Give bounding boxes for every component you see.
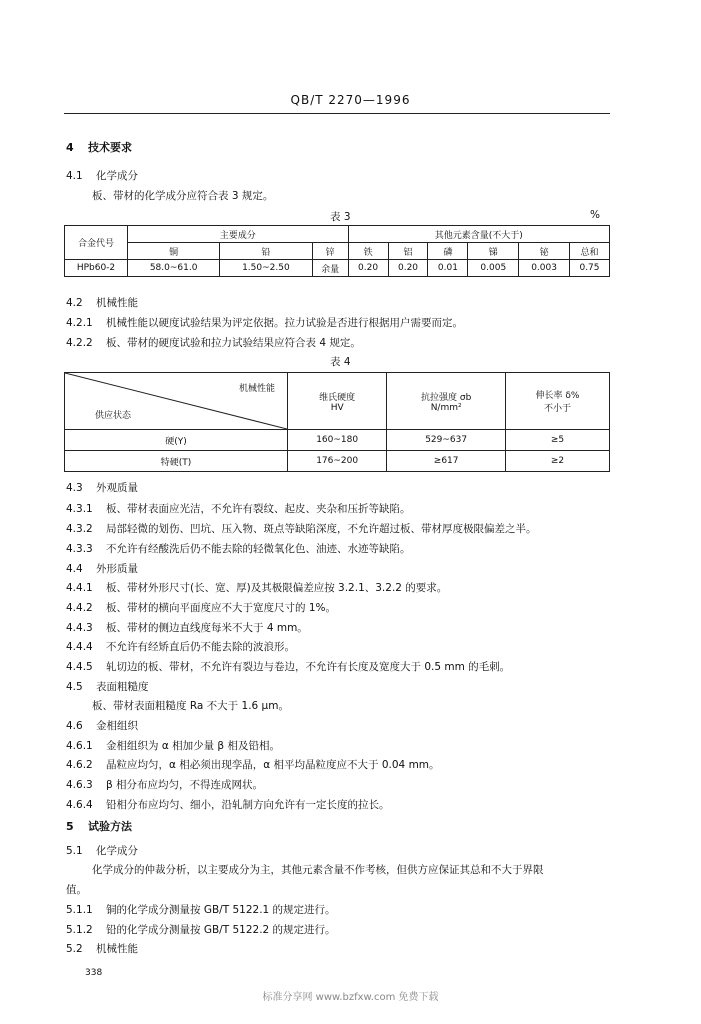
- table-row: HPb60-2 58.0~61.0 1.50~2.50 余量 0.20 0.20 0.01 0.005 0.003 0.75: [65, 260, 610, 277]
- watermark: 标准分享网 www.bzfxw.com 免费下载: [262, 992, 439, 1003]
- main-components-header: 主要成分: [128, 226, 349, 243]
- clause-text: 不允许有经矫直后仍不能去除的波浪形。: [106, 641, 295, 653]
- clause-number: 4.6: [66, 720, 83, 732]
- table-4: [64, 372, 610, 472]
- col-header: 锌: [312, 243, 348, 260]
- col-header: 磷: [428, 243, 468, 260]
- clause-number: 4.4.3: [66, 622, 93, 634]
- tensile-header: 抗拉强度 σb N/mm²: [387, 373, 506, 430]
- clause-line: [66, 757, 440, 772]
- document-header: QB/T 2270—1996: [290, 93, 411, 107]
- clause-number: 4.3.1: [66, 503, 93, 515]
- clause-number: 4.6.4: [66, 799, 93, 811]
- clause-text: 铅相分布应均匀、细小，沿轧制方向允许有一定长度的拉长。: [106, 799, 390, 811]
- clause-line: [66, 639, 295, 654]
- col-header: 铅: [220, 243, 312, 260]
- clause-text: 板、带材的侧边直线度每米不大于 4 mm。: [106, 622, 308, 634]
- section-5-1-heading: 5.1 化学成分: [66, 845, 138, 857]
- section-5-1-2: 5.1.2 铅的化学成分测量按 GB/T 5122.2 的规定进行。: [66, 924, 336, 936]
- table-3-caption: 表 3: [330, 211, 351, 223]
- section-4-2-2: 4.2.2 板、带材的硬度试验和拉力试验结果应符合表 4 规定。: [66, 337, 361, 349]
- clause-line: [66, 561, 138, 576]
- clause-line: [66, 718, 138, 733]
- table-3: [64, 225, 610, 277]
- clause-line: [66, 659, 510, 674]
- clause-number: 4.4.1: [66, 582, 93, 594]
- section-4-2-heading: 4.2 机械性能: [66, 297, 138, 309]
- page-number: 338: [85, 968, 103, 978]
- diagonal-header-cell: 机械性能 供应状态: [65, 373, 288, 430]
- section-4-heading: 4 技术要求: [66, 141, 132, 154]
- clause-text: 板、带材表面应光洁，不允许有裂纹、起皮、夹杂和压折等缺陷。: [106, 503, 411, 515]
- clause-text: 板、带材的横向平面度应不大于宽度尺寸的 1%。: [106, 602, 336, 614]
- other-elements-header: 其他元素含量(不大于): [348, 226, 609, 243]
- clause-line: [66, 580, 447, 595]
- clause-number: 4.5: [66, 681, 83, 693]
- clause-text: β 相分布应均匀，不得连成网状。: [106, 779, 264, 791]
- clause-line: [66, 797, 390, 812]
- clause-line: [66, 620, 308, 635]
- clause-number: 4.6.2: [66, 759, 93, 771]
- clause-number: 4.6.1: [66, 740, 93, 752]
- section-5-2-heading: 5.2 机械性能: [66, 943, 138, 955]
- col-header: 总和: [569, 243, 609, 260]
- col-header: 铝: [388, 243, 428, 260]
- clause-line: [66, 777, 263, 792]
- clause-text: 晶粒应均匀，α 相必须出现孪晶，α 相平均晶粒度应不大于 0.04 mm。: [106, 759, 440, 771]
- section-5-1-1: 5.1.1 铜的化学成分测量按 GB/T 5122.1 的规定进行。: [66, 904, 336, 916]
- header-rule: [64, 113, 610, 114]
- clause-text: 表面粗糙度: [96, 681, 149, 693]
- clause-text: 外观质量: [96, 482, 138, 494]
- clause-line: [66, 480, 138, 495]
- col-header: 铁: [348, 243, 388, 260]
- section-5-heading: 5 试验方法: [66, 820, 132, 833]
- clause-line: [66, 501, 411, 516]
- clause-text: 金相组织: [96, 720, 138, 732]
- elongation-header: 伸长率 δ% 不小于: [506, 373, 610, 430]
- clause-text: 不允许有经酸洗后仍不能去除的轻微氧化色、油迹、水迹等缺陷。: [106, 543, 411, 555]
- clause-number: 4.4.5: [66, 661, 93, 673]
- clause-number: 4.3.2: [66, 523, 93, 535]
- col-header: 锑: [468, 243, 519, 260]
- clause-line: [66, 541, 411, 556]
- section-5-1-text-line2: 值。: [66, 884, 87, 896]
- table-3-unit: %: [590, 209, 600, 221]
- clause-text: 金相组织为 α 相加少量 β 相及铅相。: [106, 740, 280, 752]
- clause-line: [66, 600, 336, 615]
- clause-number: 4.4.2: [66, 602, 93, 614]
- clause-line: [66, 521, 537, 536]
- section-4-1-text: 板、带材的化学成分应符合表 3 规定。: [92, 190, 274, 202]
- clause-number: 4.6.3: [66, 779, 93, 791]
- hv-header: 维氏硬度 HV: [288, 373, 387, 430]
- clause-line: [66, 738, 280, 753]
- clause-number: 4.3.3: [66, 543, 93, 555]
- table-4-caption: 表 4: [330, 356, 351, 368]
- clause-number: 4.3: [66, 482, 83, 494]
- clause-text: 板、带材表面粗糙度 Ra 不大于 1.6 μm。: [92, 700, 289, 712]
- clause-number: 4.4: [66, 563, 83, 575]
- section-4-2-1: 4.2.1 机械性能以硬度试验结果为评定依据。拉力试验是否进行根据用户需要而定。: [66, 317, 463, 329]
- clause-line: [66, 679, 149, 694]
- section-5-1-text-line1: 化学成分的仲裁分析，以主要成分为主，其他元素含量不作考核，但供方应保证其总和不大于界限: [92, 864, 544, 876]
- table-row: 硬(Y) 160~180 529~637 ≥5: [65, 430, 610, 451]
- clause-text: 局部轻微的划伤、凹坑、压入物、斑点等缺陷深度，不允许超过板、带材厚度极限偏差之半。: [106, 523, 537, 535]
- table-row: 特硬(T) 176~200 ≥617 ≥2: [65, 451, 610, 472]
- section-4-1-heading: 4.1 化学成分: [66, 170, 138, 182]
- col-header: 铜: [128, 243, 220, 260]
- alloy-header: 合金代号: [65, 226, 128, 260]
- clause-text: 外形质量: [96, 563, 138, 575]
- clause-line: [92, 698, 289, 713]
- col-header: 铋: [519, 243, 570, 260]
- clause-number: 4.4.4: [66, 641, 93, 653]
- clause-text: 轧切边的板、带材，不允许有裂边与卷边，不允许有长度及宽度大于 0.5 mm 的毛刺。: [106, 661, 511, 673]
- clause-text: 板、带材外形尺寸(长、宽、厚)及其极限偏差应按 3.2.1、3.2.2 的要求。: [106, 582, 448, 594]
